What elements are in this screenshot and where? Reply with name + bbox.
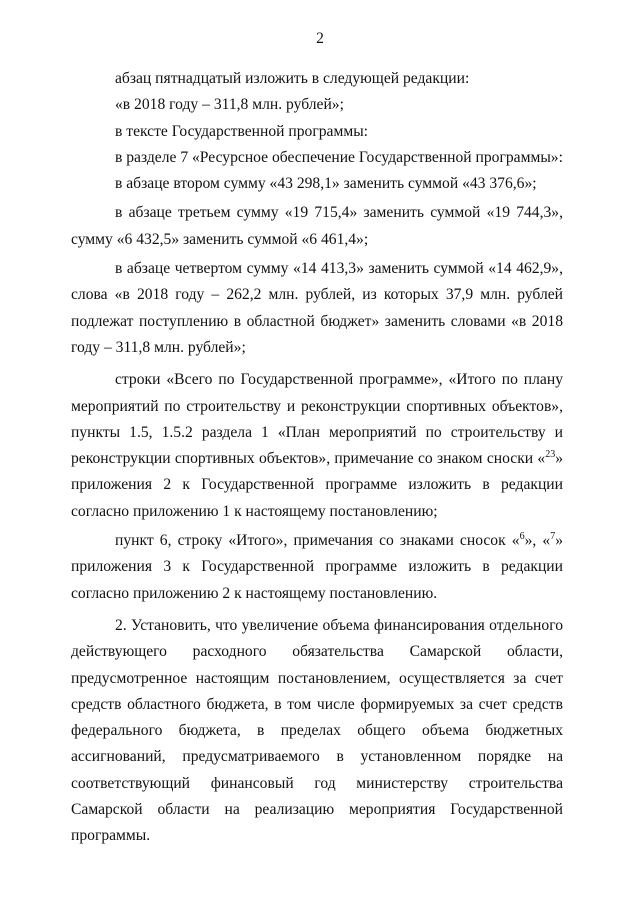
- paragraph-program-text: в тексте Государственной программы:: [115, 122, 369, 140]
- paragraph-item-6-text-start: пункт 6, строку «Итого», примечания со знаками сносок «: [115, 532, 520, 550]
- document-body: [71, 66, 563, 850]
- footnote-mark-7: 7: [550, 530, 556, 542]
- paragraph-lines-text-start: строки «Всего по Государственной программе», «Итого по плану мероприятий по строительству и реконструкции спортивных объектов», пункты 1.5, 1.5.2 раздела 1 «План мероприятий по строительству и реконструкции спортивных объектов», примечание со знаком сноски «: [71, 371, 563, 468]
- paragraph-clause-2-funding: 2. Установить, что увеличение объема финансирования отдельного действующего расходного обязательства Самарской области, предусмотренное настоящим постановлением, осуществляется за счет средств областного бюджета, в том числе формируемых за счет средств федерального бюджета, в пределах общего объема бюджетных ассигнований, предусматриваемого в установленном порядке на соответствующий финансовый год министерству строительства Самарской области на реализацию мероприятия Государственной программы.: [71, 616, 563, 845]
- paragraph-lines-text-end: » приложения 2 к Государственной программе изложить в редакции согласно приложению 1 к настоящему постановлению;: [71, 450, 563, 520]
- paragraph-new-wording-2018: «в 2018 году – 311,8 млн. рублей»;: [115, 96, 344, 114]
- paragraph-fourth-abzac: в абзаце четвертом сумму «14 413,3» заменить суммой «14 462,9», слова «в 2018 году – 262,2 млн. рублей, из которых 37,9 млн. рублей подлежат поступлению в областной бюджет» заменить словами «в 2018 году – 311,8 млн. рублей»;: [71, 260, 563, 356]
- paragraph-paragraph-fifteen-instruction: абзац пятнадцатый изложить в следующей редакции:: [115, 70, 470, 87]
- paragraph-lines-appendix-2: [71, 367, 563, 525]
- paragraph-item-6-text-end: » приложения 3 к Государственной программе изложить в редакции согласно приложению 2 к настоящему постановлению.: [71, 532, 563, 602]
- page-number: 2: [316, 30, 324, 47]
- paragraph-item-6-appendix-3: [71, 528, 563, 607]
- paragraph-item-6-text-between: », «: [524, 532, 551, 550]
- footnote-mark-23: 23: [545, 448, 556, 460]
- paragraph-third-abzac: в абзаце третьем сумму «19 715,4» заменить суммой «19 744,3», сумму «6 432,5» заменить суммой «6 461,4»;: [71, 204, 563, 248]
- footnote-mark-6: 6: [519, 530, 525, 542]
- paragraph-section-7: в разделе 7 «Ресурсное обеспечение Государственной программы»:: [115, 148, 563, 166]
- paragraph-second-abzac: в абзаце втором сумму «43 298,1» заменить суммой «43 376,6»;: [115, 175, 537, 193]
